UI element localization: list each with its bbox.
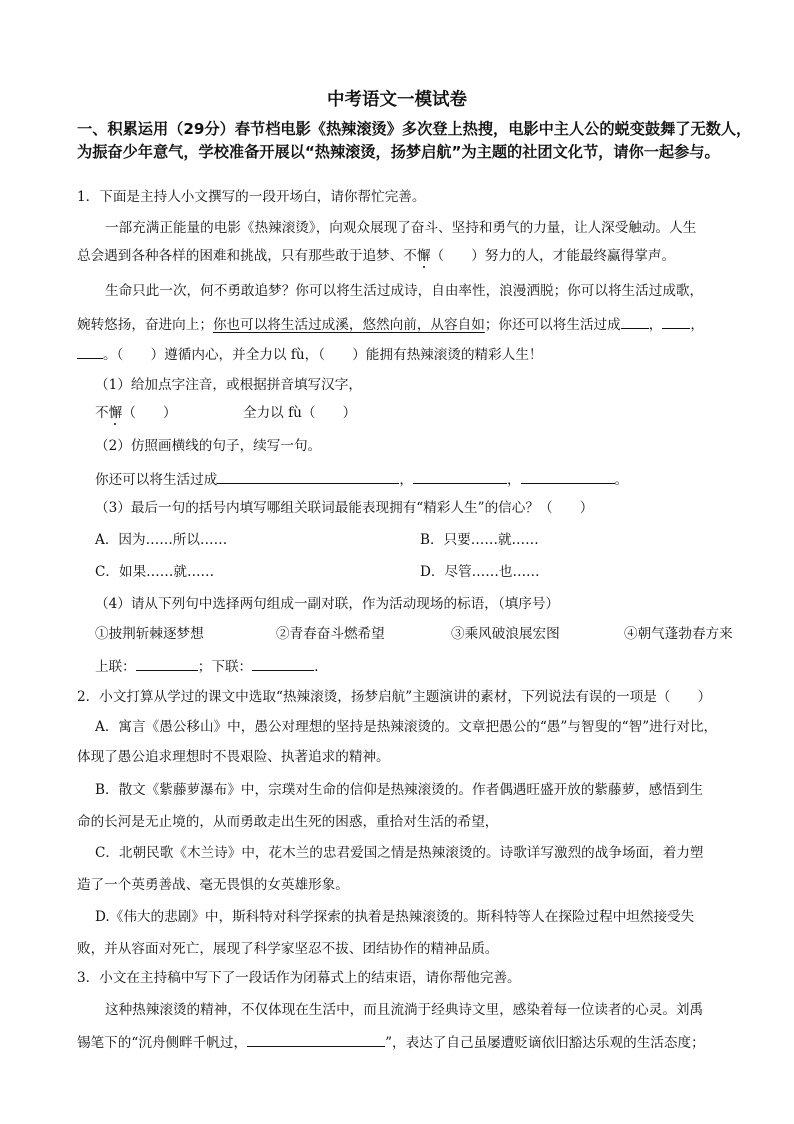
answer-blank[interactable] <box>252 656 314 671</box>
option-b[interactable]: B．只要……就…… <box>420 532 539 548</box>
page-title: 中考语文一模试卷 <box>327 90 467 110</box>
q1-paragraph1-line1: 一部充满正能量的电影《热辣滚烫》，向观众展现了奋斗、坚持和勇气的力量，让人深受触动。人生 <box>105 220 697 236</box>
answer-blank[interactable] <box>136 656 198 671</box>
underlined-sentence: 你也可以将生活过成溪，悠然向前，从容自如 <box>212 317 485 333</box>
q2-option-b-line2: 命的长河是无止境的，从而勇敢走出生死的困惑，重拾对生活的希望， <box>77 814 499 830</box>
couplet-option-3: ③乘风破浪展宏图 <box>451 626 560 642</box>
q3-line2: 锡笔下的“沉舟侧畔千帆过， ”，表达了自己虽屡遭贬谪依旧豁达乐观的生活态度； <box>77 1032 705 1052</box>
couplet-option-4: ④朝气蓬勃春方来 <box>624 626 733 642</box>
answer-blank[interactable] <box>662 314 690 329</box>
q1-sub1-item-b: 全力以 fù（ ） <box>243 405 357 421</box>
dotted-char: 懈 <box>108 405 123 421</box>
q2-option-c-line2: 造了一个英勇善战、毫无畏惧的女英雄形象。 <box>77 877 349 893</box>
answer-blank[interactable] <box>521 469 615 484</box>
answer-blank[interactable] <box>621 314 649 329</box>
q3-line1: 这种热辣滚烫的精神，不仅体现在生活中，而且流淌于经典诗文里，感染着每一位读者的心灵。刘禹 <box>105 1002 704 1018</box>
option-c[interactable]: C．如果……就…… <box>95 564 215 580</box>
q2-stem: 2．小文打算从学过的课文中选取“热辣滚烫，扬梦启航”主题演讲的素材，下列说法有误的一项是（ ） <box>77 689 712 705</box>
q1-sub1-item-a: 不懈（ ） <box>95 405 177 421</box>
q2-option-b-line1: B．散文《紫藤萝瀑布》中，宗璞对生命的信仰是热辣滚烫的。作者偶遇旺盛开放的紫藤萝，感悟到生 <box>95 782 704 798</box>
q1-sub2-answer-line: 你还可以将生活过成 ， ， 。 <box>95 469 628 489</box>
q1-stem: 1．下面是主持人小文撰写的一段开场白，请你帮忙完善。 <box>77 189 426 205</box>
answer-blank[interactable] <box>413 469 507 484</box>
couplet-option-1: ①披荆斩棘逐梦想 <box>95 626 204 642</box>
section-heading: 一、积累运用（29分）春节档电影《热辣滚烫》多次登上热搜，电影中主人公的蜕变鼓舞了无数人，为振奋少年意气，学校准备开展以“热辣滚烫，扬梦启航”为主题的社团文化节，请你一起参与。 <box>77 120 752 161</box>
couplet-answer-line: 上联： ；下联： . <box>95 656 318 676</box>
q1-paragraph2-line1: 生命只此一次，何不勇敢追梦？你可以将生活过成诗，自由率性，浪漫洒脱；你可以将生活过成歌， <box>105 283 704 299</box>
q1-sub3: （3）最后一句的括号内填写哪组关联词最能表现拥有“精彩人生”的信心？（ ） <box>95 500 594 516</box>
q1-paragraph1-line2: 总会遇到各种各样的困难和挑战，只有那些敢于追梦、不懈（ ）努力的人，才能最终赢得掌声。 <box>77 248 676 264</box>
option-a[interactable]: A．因为……所以…… <box>95 532 228 548</box>
option-d[interactable]: D．尽管……也…… <box>420 564 540 580</box>
q2-option-c-line1: C．北朝民歌《木兰诗》中，花木兰的忠君爱国之情是热辣滚烫的。诗歌详写激烈的战争场面，着力塑 <box>95 845 704 861</box>
q2-option-a-line2: 体现了愚公追求理想时不畏艰险、执著追求的精神。 <box>77 749 390 765</box>
q1-paragraph2-line3: 。（ ）遵循内心，并全力以 fù，（ ）能拥有热辣滚烫的精彩人生！ <box>77 344 543 364</box>
q1-paragraph2-line2: 婉转悠扬，奋进向上；你也可以将生活过成溪，悠然向前，从容自如；你还可以将生活过成 ， ， <box>77 314 704 334</box>
answer-blank[interactable] <box>77 344 103 359</box>
q2-option-a-line1: A．寓言《愚公移山》中，愚公对理想的坚持是热辣滚烫的。文章把愚公的“愚”与智叟的“智”进行对比， <box>95 719 718 735</box>
q2-option-d-line1: D.《伟大的悲剧》中，斯科特对科学探索的执着是热辣滚烫的。斯科特等人在探险过程中坦然接受失 <box>95 909 695 925</box>
q1-sub1: （1）给加点字注音，或根据拼音填写汉字， <box>95 377 362 393</box>
q3-stem: 3．小文在主持稿中写下了一段话作为闭幕式上的结束语，请你帮他完善。 <box>77 970 521 986</box>
dotted-char: 懈 <box>416 248 431 264</box>
q1-sub4: （4）请从下列句中选择两句组成一副对联，作为活动现场的标语，（填序号） <box>95 596 560 612</box>
q1-sub2: （2）仿照画横线的句子，续写一句。 <box>95 438 322 454</box>
answer-blank[interactable] <box>247 1032 385 1047</box>
answer-blank[interactable] <box>217 469 399 484</box>
couplet-option-2: ②青春奋斗燃希望 <box>276 626 385 642</box>
q2-option-d-line2: 败，并从容面对死亡，展现了科学家坚忍不拔、团结协作的精神品质。 <box>77 941 499 957</box>
